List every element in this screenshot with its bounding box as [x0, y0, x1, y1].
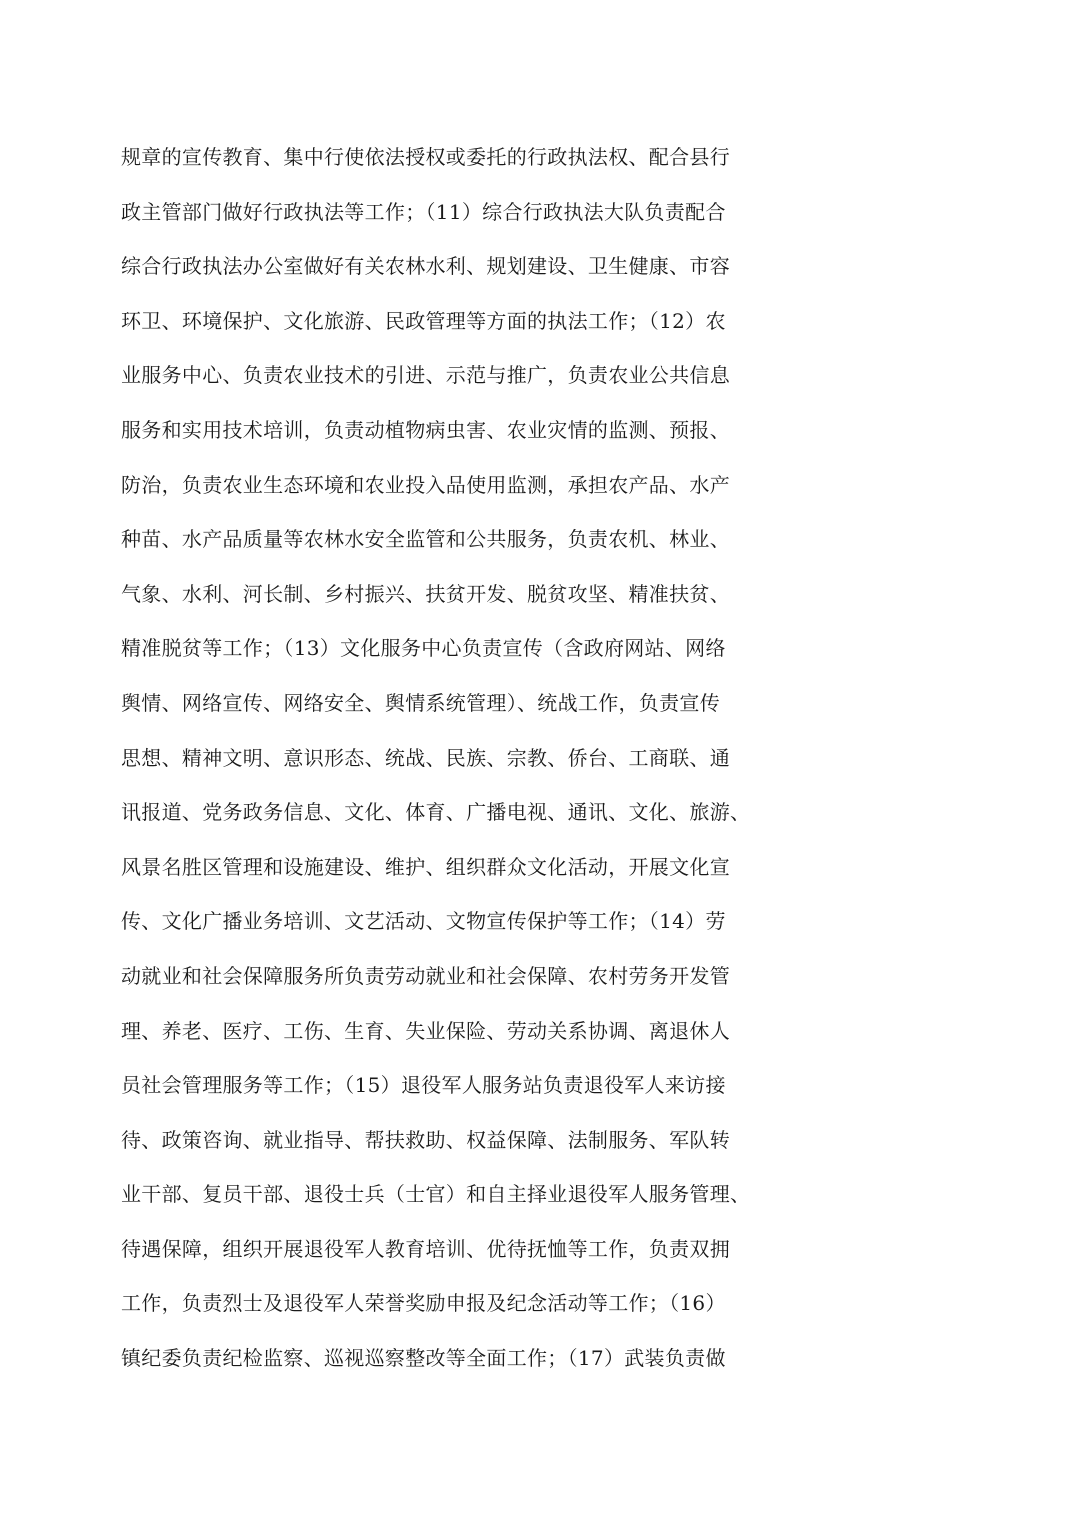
text-line-12: 思想、精神文明、意识形态、统战、民族、宗教、侨台、工商联、通	[121, 745, 730, 770]
text-line-23: 镇纪委负责纪检监察、巡视巡察整改等全面工作；（17）武装负责做	[121, 1346, 726, 1371]
text-line-1: 规章的宣传教育、集中行使依法授权或委托的行政执法权、配合县行	[121, 145, 730, 169]
text-line-5: 业服务中心、负责农业技术的引进、示范与推广，负责农业公共信息	[121, 363, 730, 388]
text-line-16: 动就业和社会保障服务所负责劳动就业和社会保障、农村劳务开发管	[121, 963, 730, 988]
text-line-6: 服务和实用技术培训，负责动植物病虫害、农业灾情的监测、预报、	[121, 417, 730, 442]
text-line-13: 讯报道、党务政务信息、文化、体育、广播电视、通讯、文化、旅游、	[121, 800, 751, 825]
text-line-15: 传、文化广播业务培训、文艺活动、文物宣传保护等工作；（14）劳	[121, 909, 726, 934]
text-line-19: 待、政策咨询、就业指导、帮扶救助、权益保障、法制服务、军队转	[121, 1127, 730, 1152]
text-line-8: 种苗、水产品质量等农林水安全监管和公共服务，负责农机、林业、	[121, 527, 730, 552]
text-line-11: 舆情、网络宣传、网络安全、舆情系统管理）、统战工作，负责宣传	[121, 690, 720, 715]
text-line-3: 综合行政执法办公室做好有关农林水利、规划建设、卫生健康、市容	[121, 254, 730, 279]
text-line-10: 精准脱贫等工作；（13）文化服务中心负责宣传（含政府网站、网络	[121, 636, 726, 661]
text-line-20: 业干部、复员干部、退役士兵（士官）和自主择业退役军人服务管理、	[121, 1182, 751, 1207]
body-text	[121, 130, 1001, 1386]
text-line-7: 防治，负责农业生态环境和农业投入品使用监测，承担农产品、水产	[121, 472, 730, 497]
text-line-2: 政主管部门做好行政执法等工作；（11）综合行政执法大队负责配合	[121, 199, 726, 224]
text-line-17: 理、养老、医疗、工伤、生育、失业保险、劳动关系协调、离退休人	[121, 1018, 730, 1043]
text-line-4: 环卫、环境保护、文化旅游、民政管理等方面的执法工作；（12）农	[121, 308, 726, 333]
text-line-18: 员社会管理服务等工作；（15）退役军人服务站负责退役军人来访接	[121, 1073, 726, 1098]
text-line-14: 风景名胜区管理和设施建设、维护、组织群众文化活动，开展文化宣	[121, 854, 730, 879]
text-line-9: 气象、水利、河长制、乡村振兴、扶贫开发、脱贫攻坚、精准扶贫、	[121, 581, 730, 606]
text-line-22: 工作，负责烈士及退役军人荣誉奖励申报及纪念活动等工作；（16）	[121, 1291, 726, 1316]
text-line-21: 待遇保障，组织开展退役军人教育培训、优待抚恤等工作，负责双拥	[121, 1236, 730, 1261]
